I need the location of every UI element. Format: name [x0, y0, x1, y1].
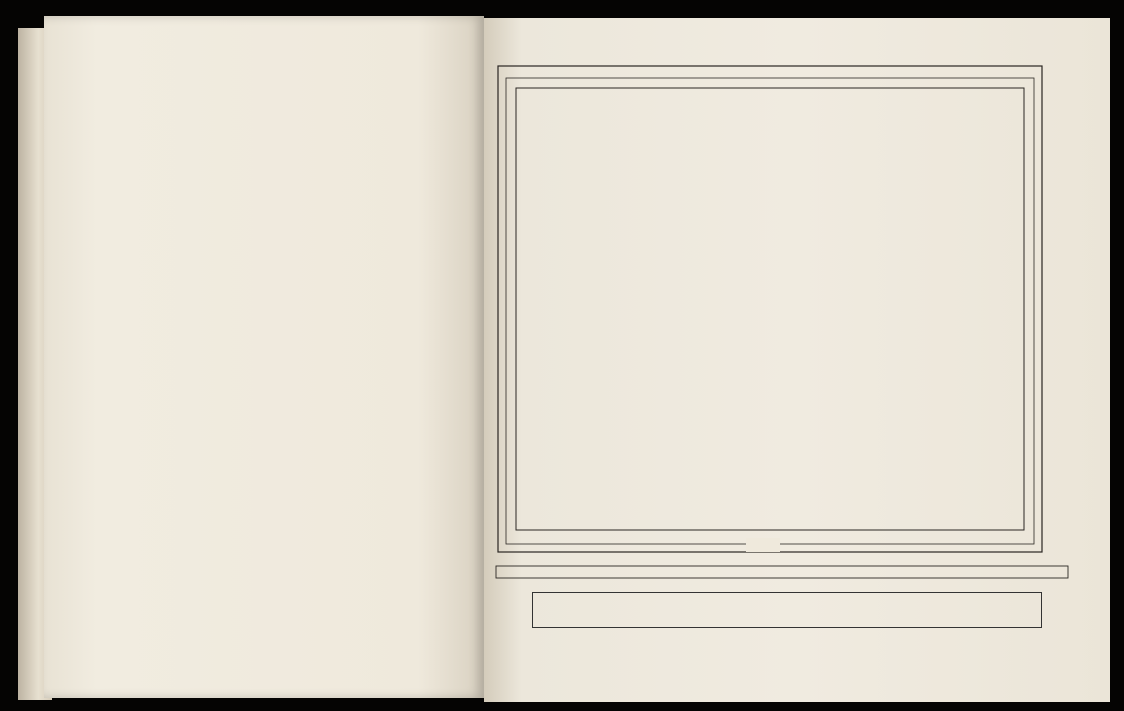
left-page	[44, 16, 484, 698]
plate-caption	[532, 592, 1042, 628]
orchard-plan	[494, 62, 1046, 557]
garden-gate	[746, 538, 780, 552]
left-page-text	[134, 64, 472, 76]
scale-bar	[494, 560, 1070, 582]
